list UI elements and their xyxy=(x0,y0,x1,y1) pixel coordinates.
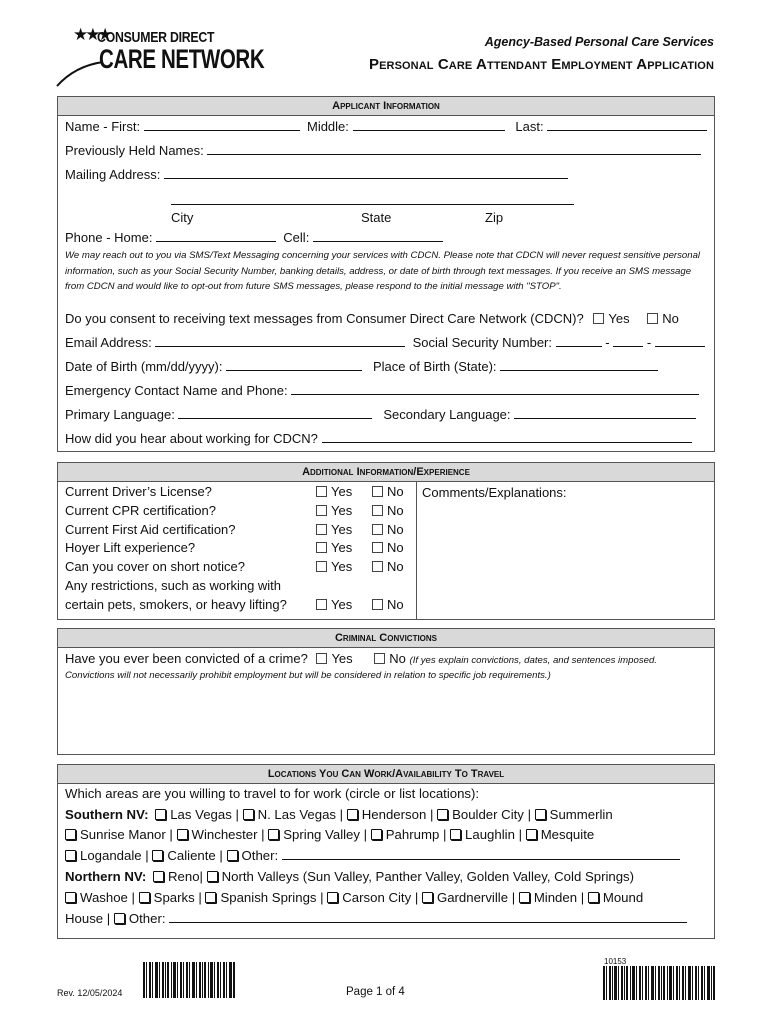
q-restrictions-yes xyxy=(316,596,352,615)
criminal-section xyxy=(57,628,715,755)
q-drivers-license: Current Driver’s License? xyxy=(65,484,212,499)
name-row xyxy=(65,119,707,135)
locations-intro: Which areas are you willing to travel to for work (circle or list locations): xyxy=(65,786,480,801)
criminal-explanation-area[interactable] xyxy=(65,685,705,749)
previous-names-label: Previously Held Names: xyxy=(65,143,204,158)
no-label: No xyxy=(387,502,404,518)
emergency-row xyxy=(65,383,699,399)
loc-logandale: Logandale xyxy=(80,848,142,863)
first-aid-yes-checkbox[interactable] xyxy=(316,524,327,535)
consent-no-label: No xyxy=(662,311,679,326)
birth-row xyxy=(65,359,658,375)
q-short-notice-yes xyxy=(316,558,352,577)
northern-other-checkbox[interactable] xyxy=(114,913,125,924)
loc-sparks: Sparks xyxy=(153,890,195,905)
mailing-line2 xyxy=(171,193,574,209)
consent-row xyxy=(65,311,679,327)
primary-language-field[interactable] xyxy=(178,407,372,419)
n-las-vegas-checkbox[interactable] xyxy=(243,809,254,820)
state-caption: State xyxy=(361,210,392,225)
criminal-question-row xyxy=(65,651,657,669)
spring-valley-checkbox[interactable] xyxy=(268,829,279,840)
locations-section-heading: Locations You Can Work/Availability To Travel xyxy=(58,765,714,784)
drivers-license-no-checkbox[interactable] xyxy=(372,486,383,497)
southern-line3: Logandale | Caliente | Other: xyxy=(65,848,680,864)
loc-mound-house-suffix: House xyxy=(65,911,104,926)
mailing-label: Mailing Address: xyxy=(65,167,161,182)
loc-las-vegas: Las Vegas xyxy=(170,807,232,822)
secondary-language-field[interactable] xyxy=(514,407,696,419)
email-label: Email Address: xyxy=(65,335,152,350)
yes-label: Yes xyxy=(331,540,353,556)
mound-house-checkbox[interactable] xyxy=(588,892,599,903)
last-name-field[interactable] xyxy=(547,119,707,131)
q-hoyer-lift-no xyxy=(372,539,404,558)
las-vegas-checkbox[interactable] xyxy=(155,809,166,820)
barcode-right-icon xyxy=(603,966,715,1000)
last-name-label: Last: xyxy=(515,119,544,134)
loc-mound: Mound xyxy=(602,890,644,905)
yes-label: Yes xyxy=(331,596,353,612)
loc-summerlin: Summerlin xyxy=(549,807,613,822)
additional-section-heading: Additional Information/Experience xyxy=(58,463,714,482)
barcode-left-icon xyxy=(143,962,235,998)
emergency-field[interactable] xyxy=(291,383,699,395)
carson-city-checkbox[interactable] xyxy=(327,892,338,903)
loc-minden: Minden xyxy=(533,890,578,905)
swoosh-icon xyxy=(55,60,105,88)
first-aid-no-checkbox[interactable] xyxy=(372,524,383,535)
cpr-yes-checkbox[interactable] xyxy=(316,505,327,516)
loc-carson-city: Carson City xyxy=(342,890,412,905)
city-caption: City xyxy=(171,210,194,225)
yes-label: Yes xyxy=(331,502,353,518)
southern-label: Southern NV: xyxy=(65,807,149,822)
mailing-row xyxy=(65,167,568,183)
spanish-springs-checkbox[interactable] xyxy=(205,892,216,903)
first-name-field[interactable] xyxy=(144,119,300,131)
locations-section xyxy=(57,764,715,939)
no-label: No xyxy=(387,596,404,612)
loc-north-valleys: North Valleys (Sun Valley, Panther Valley, Golden Valley, Cold Springs) xyxy=(221,869,635,884)
sunrise-manor-checkbox[interactable] xyxy=(65,829,76,840)
mailing-address-field[interactable] xyxy=(164,167,568,179)
dob-label: Date of Birth (mm/dd/yyyy): xyxy=(65,359,223,374)
criminal-note-inline: (If yes explain convictions, dates, and sentences imposed. xyxy=(409,655,657,666)
ssn-field-1[interactable] xyxy=(556,335,602,347)
cell-label: Cell: xyxy=(283,230,310,245)
short-notice-no-checkbox[interactable] xyxy=(372,561,383,572)
loc-washoe: Washoe xyxy=(80,890,128,905)
mailing-address-field-2[interactable] xyxy=(171,193,574,205)
mesquite-checkbox[interactable] xyxy=(526,829,537,840)
ssn-field-2[interactable] xyxy=(613,335,643,347)
q-first-aid: Current First Aid certification? xyxy=(65,521,236,537)
hear-about-row xyxy=(65,431,692,447)
q-first-aid-no xyxy=(372,521,404,540)
yes-label: Yes xyxy=(331,484,353,499)
consent-yes-label: Yes xyxy=(608,311,630,326)
loc-boulder-city: Boulder City xyxy=(452,807,524,822)
page-number: Page 1 of 4 xyxy=(346,986,405,998)
loc-n-las-vegas: N. Las Vegas xyxy=(257,807,337,822)
q-first-aid-yes xyxy=(316,521,352,540)
q-drivers-license-no xyxy=(372,483,404,502)
northern-line3: House | Other: xyxy=(65,911,687,927)
secondary-language-label: Secondary Language: xyxy=(383,407,511,422)
restrictions-no-checkbox[interactable] xyxy=(372,599,383,610)
northern-other-field[interactable] xyxy=(169,911,687,923)
no-label: No xyxy=(387,540,404,556)
zip-caption: Zip xyxy=(485,210,504,225)
logandale-checkbox[interactable] xyxy=(65,850,76,861)
southern-line1: Southern NV: Las Vegas | N. Las Vegas | Henderson | Boulder City | Summerlin xyxy=(65,807,613,822)
southern-other-checkbox[interactable] xyxy=(227,850,238,861)
additional-section xyxy=(57,462,715,620)
company-logo xyxy=(55,22,265,94)
henderson-checkbox[interactable] xyxy=(347,809,358,820)
caliente-checkbox[interactable] xyxy=(152,850,163,861)
column-divider xyxy=(416,482,417,619)
northern-label: Northern NV: xyxy=(65,869,147,884)
logo-text-line1: CONSUMER DIRECT xyxy=(97,29,215,46)
q-drivers-license-yes xyxy=(316,483,352,502)
criminal-note-line2: Convictions will not necessarily prohibit employment but will be considered in relation to specific job requirements.) xyxy=(65,670,551,681)
form-number: 10153 xyxy=(604,957,627,966)
northern-line1: Northern NV: Reno| North Valleys (Sun Valley, Panther Valley, Golden Valley, Cold Springs) xyxy=(65,869,635,884)
previous-names-row xyxy=(65,143,701,159)
revision-date: Rev. 12/05/2024 xyxy=(57,988,123,998)
phone-home-field[interactable] xyxy=(156,230,276,242)
form-title: Personal Care Attendant Employment Application xyxy=(368,56,714,73)
criminal-yes-label: Yes xyxy=(331,651,353,666)
middle-name-field[interactable] xyxy=(353,119,505,131)
northern-line2: Washoe | Sparks | Spanish Springs | Carson City | Gardnerville | Minden | Mound xyxy=(65,890,643,906)
loc-spring-valley: Spring Valley xyxy=(283,827,360,842)
loc-caliente: Caliente xyxy=(167,848,216,863)
southern-other-field[interactable] xyxy=(282,848,680,860)
hear-about-label: How did you hear about working for CDCN? xyxy=(65,431,318,446)
no-label: No xyxy=(387,484,404,499)
email-field[interactable] xyxy=(155,335,405,347)
no-label: No xyxy=(387,521,404,537)
restrictions-yes-checkbox[interactable] xyxy=(316,599,327,610)
phone-row xyxy=(65,230,443,246)
loc-mesquite: Mesquite xyxy=(540,827,595,842)
gardnerville-checkbox[interactable] xyxy=(422,892,433,903)
loc-spanish-springs: Spanish Springs xyxy=(220,890,317,905)
phone-home-label: Phone - Home: xyxy=(65,230,153,245)
ssn-dash-2: - xyxy=(646,335,652,350)
yes-label: Yes xyxy=(331,559,353,575)
pahrump-checkbox[interactable] xyxy=(371,829,382,840)
primary-language-label: Primary Language: xyxy=(65,407,175,422)
cell-field[interactable] xyxy=(313,230,443,242)
sms-notice: We may reach out to you via SMS/Text Messaging concerning your services with CDCN. Please note that CDCN will never request sensitive personal information, such as your Social Security Number, banking details, address, or date of birth through text messages. If you receive an SMS message from CDCN and would like to opt-out from future SMS messages, please respond to the initial message with "STOP". xyxy=(65,250,701,293)
emergency-label: Emergency Contact Name and Phone: xyxy=(65,383,288,398)
minden-checkbox[interactable] xyxy=(519,892,530,903)
consent-no-checkbox[interactable] xyxy=(647,313,658,324)
q-restrictions-no xyxy=(372,596,404,615)
q-restrictions-line2: certain pets, smokers, or heavy lifting? xyxy=(65,596,287,612)
reno-checkbox[interactable] xyxy=(153,871,164,882)
loc-henderson: Henderson xyxy=(361,807,427,822)
cpr-no-checkbox[interactable] xyxy=(372,505,383,516)
q-restrictions-line1: Any restrictions, such as working with xyxy=(65,578,282,593)
ssn-field-3[interactable] xyxy=(655,335,705,347)
q-short-notice: Can you cover on short notice? xyxy=(65,559,245,575)
applicant-section-heading: Applicant Information xyxy=(58,97,714,116)
ssn-dash-1: - xyxy=(605,335,610,350)
loc-sunrise-manor: Sunrise Manor xyxy=(80,827,166,842)
hoyer-lift-yes-checkbox[interactable] xyxy=(316,542,327,553)
loc-laughlin: Laughlin xyxy=(465,827,515,842)
loc-reno: Reno xyxy=(168,869,200,884)
drivers-license-yes-checkbox[interactable] xyxy=(316,486,327,497)
north-valleys-checkbox[interactable] xyxy=(207,871,218,882)
winchester-checkbox[interactable] xyxy=(177,829,188,840)
language-row xyxy=(65,407,696,423)
criminal-yes-checkbox[interactable] xyxy=(316,653,327,664)
q-hoyer-lift: Hoyer Lift experience? xyxy=(65,540,196,556)
boulder-city-checkbox[interactable] xyxy=(437,809,448,820)
loc-pahrump: Pahrump xyxy=(385,827,440,842)
consent-yes-checkbox[interactable] xyxy=(593,313,604,324)
criminal-no-label: No xyxy=(389,651,406,666)
q-cpr-yes xyxy=(316,502,352,521)
no-label: No xyxy=(387,559,404,575)
loc-southern-other: Other: xyxy=(241,848,279,863)
q-cpr-no xyxy=(372,502,404,521)
consent-question: Do you consent to receiving text messages from Consumer Direct Care Network (CDCN)? xyxy=(65,311,584,326)
summerlin-checkbox[interactable] xyxy=(535,809,546,820)
pob-field[interactable] xyxy=(500,359,658,371)
sparks-checkbox[interactable] xyxy=(139,892,150,903)
washoe-checkbox[interactable] xyxy=(65,892,76,903)
logo-text-line2: CARE NETWORK xyxy=(99,44,265,74)
hoyer-lift-no-checkbox[interactable] xyxy=(372,542,383,553)
dob-field[interactable] xyxy=(226,359,362,371)
laughlin-checkbox[interactable] xyxy=(450,829,461,840)
pob-label: Place of Birth (State): xyxy=(372,359,497,374)
middle-name-label: Middle: xyxy=(306,119,349,134)
loc-northern-other: Other: xyxy=(128,911,166,926)
form-subtitle: Agency-Based Personal Care Services xyxy=(484,35,714,49)
comments-label: Comments/Explanations: xyxy=(422,485,567,500)
hear-about-field[interactable] xyxy=(322,431,692,443)
criminal-no-checkbox[interactable] xyxy=(374,653,385,664)
loc-winchester: Winchester xyxy=(191,827,258,842)
q-short-notice-no xyxy=(372,558,404,577)
criminal-question: Have you ever been convicted of a crime? xyxy=(65,651,308,666)
email-ssn-row xyxy=(65,335,705,351)
q-hoyer-lift-yes xyxy=(316,539,352,558)
first-name-label: Name - First: xyxy=(65,119,141,134)
applicant-section xyxy=(57,96,715,452)
people-icon: ★★★ xyxy=(73,25,110,44)
short-notice-yes-checkbox[interactable] xyxy=(316,561,327,572)
previous-names-field[interactable] xyxy=(207,143,701,155)
criminal-section-heading: Criminal Convictions xyxy=(58,629,714,648)
yes-label: Yes xyxy=(331,521,353,537)
q-cpr: Current CPR certification? xyxy=(65,502,216,518)
southern-line2: Sunrise Manor | Winchester | Spring Valley | Pahrump | Laughlin | Mesquite xyxy=(65,827,594,843)
ssn-label: Social Security Number: xyxy=(412,335,553,350)
loc-gardnerville: Gardnerville xyxy=(436,890,509,905)
